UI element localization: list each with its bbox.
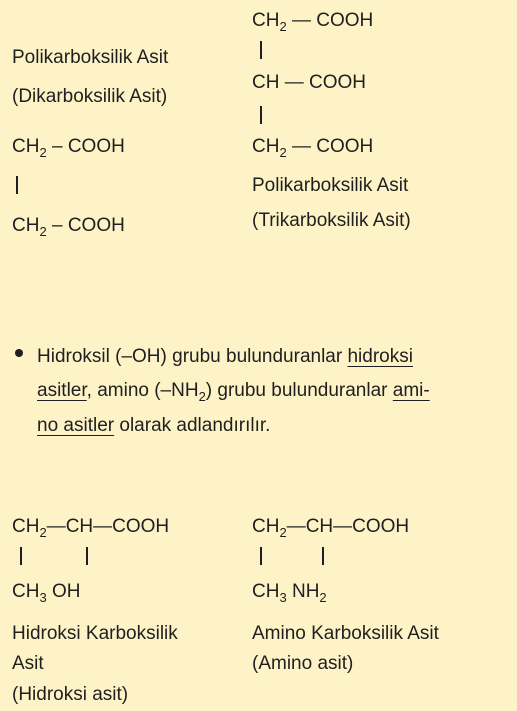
hydroxy-bond-2 [86, 547, 88, 565]
amino-bond-1 [260, 547, 262, 565]
amino-alt: (Amino asit) [252, 653, 354, 674]
poly-dicarb-alt: (Dikarboksilik Asit) [12, 86, 168, 107]
tricarb-row1: $CH_2$ — COOH [252, 10, 374, 34]
amino-name: Amino Karboksilik Asit [252, 623, 439, 644]
hydroxy-name-line2: Asit [12, 653, 44, 674]
amino-row2: $CH_3$ $NH_2$ [252, 581, 327, 605]
hydroxy-alt: (Hidroksi asit) [12, 684, 129, 705]
hydroxy-bond-1 [20, 547, 22, 565]
bullet-icon [15, 349, 23, 357]
tricarb-alt: (Trikarboksilik Asit) [252, 210, 411, 231]
bullet-paragraph: Hidroksil (–OH) grubu bulunduranlar hidroksi asitler, amino $(-NH_2)$ grubu bulunduranlar ami- no asitler olarak adlandırılır. [37, 346, 430, 436]
hydroxy-name-line1: Hidroksi Karboksilik [12, 623, 178, 644]
hydroxy-row2: $CH_3$ OH [12, 581, 81, 605]
dicarb-bond [16, 176, 18, 194]
amino-bond-2 [322, 547, 324, 565]
dicarb-formula-row1: $CH_2$ – COOH [12, 136, 125, 160]
tricarb-row3: $CH_2$ — COOH [252, 136, 374, 160]
dicarb-formula-row2: $CH_2$ – COOH [12, 215, 125, 239]
tricarb-bond-2 [260, 106, 262, 124]
tricarb-bond-1 [260, 41, 262, 59]
tricarb-name: Polikarboksilik Asit [252, 175, 409, 196]
hydroxy-row1: $CH_2—CH—COOH$ [12, 516, 170, 540]
poly-dicarb-name: Polikarboksilik Asit [12, 47, 169, 68]
amino-row1: $CH_2—CH—COOH$ [252, 516, 410, 540]
tricarb-row2: CH — COOH [252, 72, 367, 93]
